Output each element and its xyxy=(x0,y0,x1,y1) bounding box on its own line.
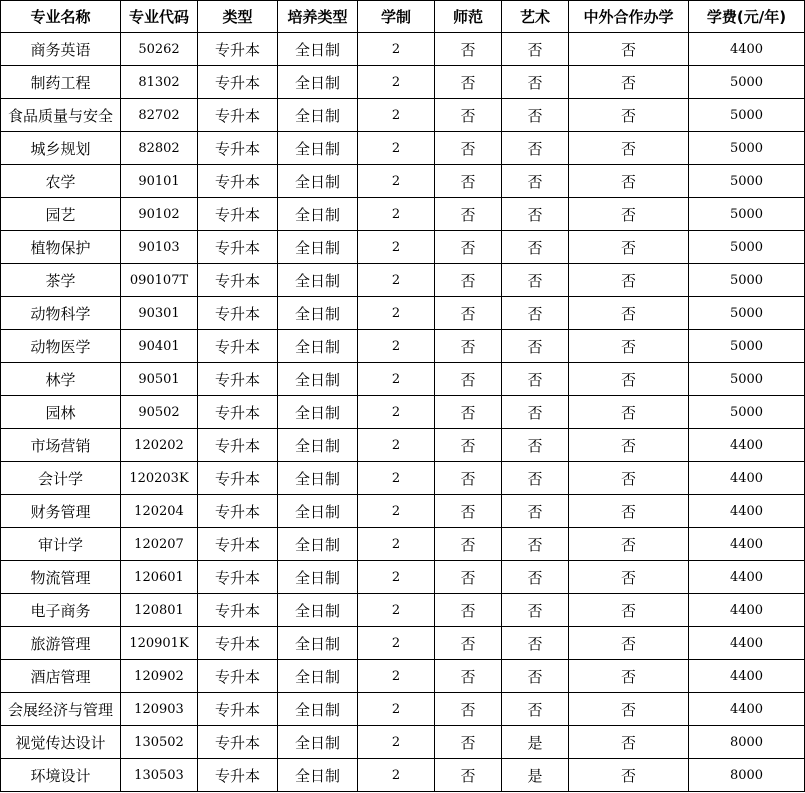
cell-teacher-training: 否 xyxy=(435,660,502,693)
table-row xyxy=(1,165,805,198)
cell-tuition: 4400 xyxy=(689,561,805,594)
cell-major-code: 120801 xyxy=(121,594,198,627)
cell-teacher-training: 否 xyxy=(435,231,502,264)
cell-teacher-training: 否 xyxy=(435,429,502,462)
cell-type: 专升本 xyxy=(198,561,278,594)
cell-sino-foreign: 否 xyxy=(569,132,689,165)
cell-major-name: 视觉传达设计 xyxy=(1,726,121,759)
cell-duration: 2 xyxy=(358,462,435,495)
cell-major-code: 120202 xyxy=(121,429,198,462)
cell-arts: 是 xyxy=(502,726,569,759)
cell-sino-foreign: 否 xyxy=(569,627,689,660)
cell-teacher-training: 否 xyxy=(435,528,502,561)
cell-study-mode: 全日制 xyxy=(278,759,358,792)
cell-teacher-training: 否 xyxy=(435,627,502,660)
cell-duration: 2 xyxy=(358,132,435,165)
column-header-duration: 学制 xyxy=(358,1,435,33)
cell-tuition: 5000 xyxy=(689,165,805,198)
cell-study-mode: 全日制 xyxy=(278,561,358,594)
cell-tuition: 4400 xyxy=(689,495,805,528)
table-row xyxy=(1,462,805,495)
cell-teacher-training: 否 xyxy=(435,66,502,99)
cell-teacher-training: 否 xyxy=(435,165,502,198)
cell-major-name: 电子商务 xyxy=(1,594,121,627)
cell-major-name: 城乡规划 xyxy=(1,132,121,165)
cell-major-code: 90101 xyxy=(121,165,198,198)
cell-duration: 2 xyxy=(358,528,435,561)
cell-major-name: 会计学 xyxy=(1,462,121,495)
cell-teacher-training: 否 xyxy=(435,33,502,66)
cell-duration: 2 xyxy=(358,33,435,66)
cell-study-mode: 全日制 xyxy=(278,33,358,66)
cell-major-name: 市场营销 xyxy=(1,429,121,462)
cell-major-code: 90501 xyxy=(121,363,198,396)
cell-sino-foreign: 否 xyxy=(569,363,689,396)
table-row xyxy=(1,33,805,66)
cell-sino-foreign: 否 xyxy=(569,693,689,726)
cell-type: 专升本 xyxy=(198,594,278,627)
cell-teacher-training: 否 xyxy=(435,462,502,495)
cell-tuition: 5000 xyxy=(689,132,805,165)
cell-sino-foreign: 否 xyxy=(569,462,689,495)
cell-type: 专升本 xyxy=(198,66,278,99)
cell-study-mode: 全日制 xyxy=(278,231,358,264)
cell-duration: 2 xyxy=(358,264,435,297)
cell-major-code: 81302 xyxy=(121,66,198,99)
cell-major-name: 审计学 xyxy=(1,528,121,561)
table-row xyxy=(1,627,805,660)
cell-duration: 2 xyxy=(358,594,435,627)
cell-type: 专升本 xyxy=(198,264,278,297)
cell-major-code: 120207 xyxy=(121,528,198,561)
cell-type: 专升本 xyxy=(198,726,278,759)
cell-sino-foreign: 否 xyxy=(569,165,689,198)
cell-tuition: 5000 xyxy=(689,231,805,264)
cell-major-code: 130503 xyxy=(121,759,198,792)
cell-major-code: 90502 xyxy=(121,396,198,429)
cell-study-mode: 全日制 xyxy=(278,429,358,462)
cell-duration: 2 xyxy=(358,693,435,726)
cell-sino-foreign: 否 xyxy=(569,264,689,297)
cell-duration: 2 xyxy=(358,627,435,660)
column-header-study-mode: 培养类型 xyxy=(278,1,358,33)
cell-tuition: 4400 xyxy=(689,627,805,660)
cell-major-code: 90401 xyxy=(121,330,198,363)
cell-study-mode: 全日制 xyxy=(278,495,358,528)
column-header-type: 类型 xyxy=(198,1,278,33)
cell-major-name: 园林 xyxy=(1,396,121,429)
cell-major-name: 物流管理 xyxy=(1,561,121,594)
cell-arts: 否 xyxy=(502,66,569,99)
cell-teacher-training: 否 xyxy=(435,363,502,396)
cell-major-code: 120204 xyxy=(121,495,198,528)
cell-major-code: 090107T xyxy=(121,264,198,297)
cell-tuition: 5000 xyxy=(689,198,805,231)
cell-duration: 2 xyxy=(358,66,435,99)
cell-sino-foreign: 否 xyxy=(569,297,689,330)
cell-major-code: 90102 xyxy=(121,198,198,231)
cell-tuition: 5000 xyxy=(689,99,805,132)
cell-sino-foreign: 否 xyxy=(569,660,689,693)
cell-type: 专升本 xyxy=(198,297,278,330)
cell-tuition: 8000 xyxy=(689,726,805,759)
table-row xyxy=(1,132,805,165)
cell-study-mode: 全日制 xyxy=(278,528,358,561)
cell-study-mode: 全日制 xyxy=(278,594,358,627)
cell-arts: 否 xyxy=(502,429,569,462)
cell-type: 专升本 xyxy=(198,660,278,693)
cell-duration: 2 xyxy=(358,660,435,693)
cell-arts: 否 xyxy=(502,132,569,165)
cell-arts: 否 xyxy=(502,198,569,231)
table-row xyxy=(1,264,805,297)
cell-type: 专升本 xyxy=(198,99,278,132)
cell-study-mode: 全日制 xyxy=(278,462,358,495)
table-row xyxy=(1,66,805,99)
cell-study-mode: 全日制 xyxy=(278,99,358,132)
table-body xyxy=(1,33,805,792)
cell-sino-foreign: 否 xyxy=(569,528,689,561)
cell-duration: 2 xyxy=(358,198,435,231)
cell-study-mode: 全日制 xyxy=(278,132,358,165)
cell-teacher-training: 否 xyxy=(435,726,502,759)
cell-teacher-training: 否 xyxy=(435,297,502,330)
cell-arts: 否 xyxy=(502,363,569,396)
cell-arts: 否 xyxy=(502,396,569,429)
table-row xyxy=(1,429,805,462)
cell-tuition: 5000 xyxy=(689,297,805,330)
cell-sino-foreign: 否 xyxy=(569,396,689,429)
column-header-major-code: 专业代码 xyxy=(121,1,198,33)
cell-major-name: 制药工程 xyxy=(1,66,121,99)
cell-tuition: 4400 xyxy=(689,429,805,462)
table-row xyxy=(1,330,805,363)
cell-type: 专升本 xyxy=(198,528,278,561)
cell-major-code: 120903 xyxy=(121,693,198,726)
cell-duration: 2 xyxy=(358,495,435,528)
cell-major-name: 植物保护 xyxy=(1,231,121,264)
column-header-arts: 艺术 xyxy=(502,1,569,33)
table-row xyxy=(1,198,805,231)
cell-major-name: 财务管理 xyxy=(1,495,121,528)
cell-major-name: 动物医学 xyxy=(1,330,121,363)
cell-major-code: 82702 xyxy=(121,99,198,132)
cell-tuition: 5000 xyxy=(689,363,805,396)
cell-type: 专升本 xyxy=(198,330,278,363)
cell-teacher-training: 否 xyxy=(435,198,502,231)
column-header-major-name: 专业名称 xyxy=(1,1,121,33)
cell-duration: 2 xyxy=(358,99,435,132)
cell-major-code: 82802 xyxy=(121,132,198,165)
cell-arts: 否 xyxy=(502,99,569,132)
cell-major-code: 120601 xyxy=(121,561,198,594)
table-row xyxy=(1,528,805,561)
cell-tuition: 4400 xyxy=(689,594,805,627)
cell-sino-foreign: 否 xyxy=(569,495,689,528)
cell-major-code: 90103 xyxy=(121,231,198,264)
cell-tuition: 8000 xyxy=(689,759,805,792)
cell-study-mode: 全日制 xyxy=(278,726,358,759)
cell-type: 专升本 xyxy=(198,429,278,462)
cell-sino-foreign: 否 xyxy=(569,330,689,363)
cell-sino-foreign: 否 xyxy=(569,726,689,759)
cell-arts: 否 xyxy=(502,660,569,693)
table-row xyxy=(1,759,805,792)
cell-duration: 2 xyxy=(358,759,435,792)
cell-study-mode: 全日制 xyxy=(278,660,358,693)
cell-major-name: 动物科学 xyxy=(1,297,121,330)
cell-type: 专升本 xyxy=(198,231,278,264)
cell-tuition: 5000 xyxy=(689,330,805,363)
cell-duration: 2 xyxy=(358,330,435,363)
column-header-teacher-training: 师范 xyxy=(435,1,502,33)
cell-duration: 2 xyxy=(358,561,435,594)
cell-study-mode: 全日制 xyxy=(278,198,358,231)
cell-arts: 否 xyxy=(502,33,569,66)
cell-arts: 否 xyxy=(502,561,569,594)
cell-tuition: 4400 xyxy=(689,33,805,66)
cell-duration: 2 xyxy=(358,165,435,198)
cell-sino-foreign: 否 xyxy=(569,198,689,231)
cell-arts: 是 xyxy=(502,759,569,792)
cell-arts: 否 xyxy=(502,165,569,198)
cell-study-mode: 全日制 xyxy=(278,297,358,330)
cell-arts: 否 xyxy=(502,528,569,561)
cell-type: 专升本 xyxy=(198,198,278,231)
table-header xyxy=(1,1,805,33)
table-row xyxy=(1,561,805,594)
cell-major-name: 环境设计 xyxy=(1,759,121,792)
cell-arts: 否 xyxy=(502,495,569,528)
table-row xyxy=(1,363,805,396)
cell-teacher-training: 否 xyxy=(435,396,502,429)
cell-type: 专升本 xyxy=(198,33,278,66)
cell-major-code: 120901K xyxy=(121,627,198,660)
cell-study-mode: 全日制 xyxy=(278,264,358,297)
cell-type: 专升本 xyxy=(198,363,278,396)
cell-arts: 否 xyxy=(502,330,569,363)
cell-teacher-training: 否 xyxy=(435,495,502,528)
cell-arts: 否 xyxy=(502,627,569,660)
cell-type: 专升本 xyxy=(198,693,278,726)
cell-major-name: 农学 xyxy=(1,165,121,198)
cell-duration: 2 xyxy=(358,396,435,429)
cell-major-name: 茶学 xyxy=(1,264,121,297)
cell-teacher-training: 否 xyxy=(435,330,502,363)
header-row xyxy=(1,1,805,33)
cell-major-code: 130502 xyxy=(121,726,198,759)
cell-major-code: 50262 xyxy=(121,33,198,66)
cell-tuition: 4400 xyxy=(689,528,805,561)
cell-teacher-training: 否 xyxy=(435,264,502,297)
cell-major-code: 90301 xyxy=(121,297,198,330)
cell-arts: 否 xyxy=(502,231,569,264)
cell-teacher-training: 否 xyxy=(435,693,502,726)
table-row xyxy=(1,495,805,528)
table-row xyxy=(1,297,805,330)
cell-study-mode: 全日制 xyxy=(278,66,358,99)
cell-duration: 2 xyxy=(358,726,435,759)
cell-type: 专升本 xyxy=(198,759,278,792)
table-row xyxy=(1,594,805,627)
cell-sino-foreign: 否 xyxy=(569,429,689,462)
cell-teacher-training: 否 xyxy=(435,594,502,627)
cell-type: 专升本 xyxy=(198,462,278,495)
cell-sino-foreign: 否 xyxy=(569,231,689,264)
cell-teacher-training: 否 xyxy=(435,132,502,165)
cell-sino-foreign: 否 xyxy=(569,759,689,792)
cell-duration: 2 xyxy=(358,231,435,264)
cell-teacher-training: 否 xyxy=(435,561,502,594)
column-header-sino-foreign: 中外合作办学 xyxy=(569,1,689,33)
cell-tuition: 5000 xyxy=(689,396,805,429)
cell-sino-foreign: 否 xyxy=(569,99,689,132)
cell-study-mode: 全日制 xyxy=(278,165,358,198)
cell-type: 专升本 xyxy=(198,165,278,198)
cell-major-name: 旅游管理 xyxy=(1,627,121,660)
cell-arts: 否 xyxy=(502,693,569,726)
cell-major-name: 酒店管理 xyxy=(1,660,121,693)
cell-major-code: 120902 xyxy=(121,660,198,693)
cell-sino-foreign: 否 xyxy=(569,33,689,66)
cell-tuition: 4400 xyxy=(689,462,805,495)
cell-major-name: 会展经济与管理 xyxy=(1,693,121,726)
cell-study-mode: 全日制 xyxy=(278,627,358,660)
cell-tuition: 5000 xyxy=(689,66,805,99)
cell-teacher-training: 否 xyxy=(435,99,502,132)
table-row xyxy=(1,693,805,726)
cell-tuition: 5000 xyxy=(689,264,805,297)
cell-major-name: 林学 xyxy=(1,363,121,396)
cell-type: 专升本 xyxy=(198,132,278,165)
cell-type: 专升本 xyxy=(198,627,278,660)
table-row xyxy=(1,99,805,132)
cell-major-name: 园艺 xyxy=(1,198,121,231)
cell-arts: 否 xyxy=(502,462,569,495)
cell-teacher-training: 否 xyxy=(435,759,502,792)
column-header-tuition: 学费(元/年) xyxy=(689,1,805,33)
cell-major-name: 商务英语 xyxy=(1,33,121,66)
cell-tuition: 4400 xyxy=(689,660,805,693)
cell-arts: 否 xyxy=(502,264,569,297)
table-row xyxy=(1,726,805,759)
cell-sino-foreign: 否 xyxy=(569,66,689,99)
cell-duration: 2 xyxy=(358,429,435,462)
table-row xyxy=(1,660,805,693)
table-row xyxy=(1,396,805,429)
cell-study-mode: 全日制 xyxy=(278,396,358,429)
cell-study-mode: 全日制 xyxy=(278,330,358,363)
cell-sino-foreign: 否 xyxy=(569,561,689,594)
table-row xyxy=(1,231,805,264)
cell-sino-foreign: 否 xyxy=(569,594,689,627)
cell-arts: 否 xyxy=(502,594,569,627)
cell-major-code: 120203K xyxy=(121,462,198,495)
cell-study-mode: 全日制 xyxy=(278,693,358,726)
cell-arts: 否 xyxy=(502,297,569,330)
cell-type: 专升本 xyxy=(198,396,278,429)
cell-major-name: 食品质量与安全 xyxy=(1,99,121,132)
cell-tuition: 4400 xyxy=(689,693,805,726)
cell-duration: 2 xyxy=(358,363,435,396)
cell-study-mode: 全日制 xyxy=(278,363,358,396)
cell-duration: 2 xyxy=(358,297,435,330)
cell-type: 专升本 xyxy=(198,495,278,528)
